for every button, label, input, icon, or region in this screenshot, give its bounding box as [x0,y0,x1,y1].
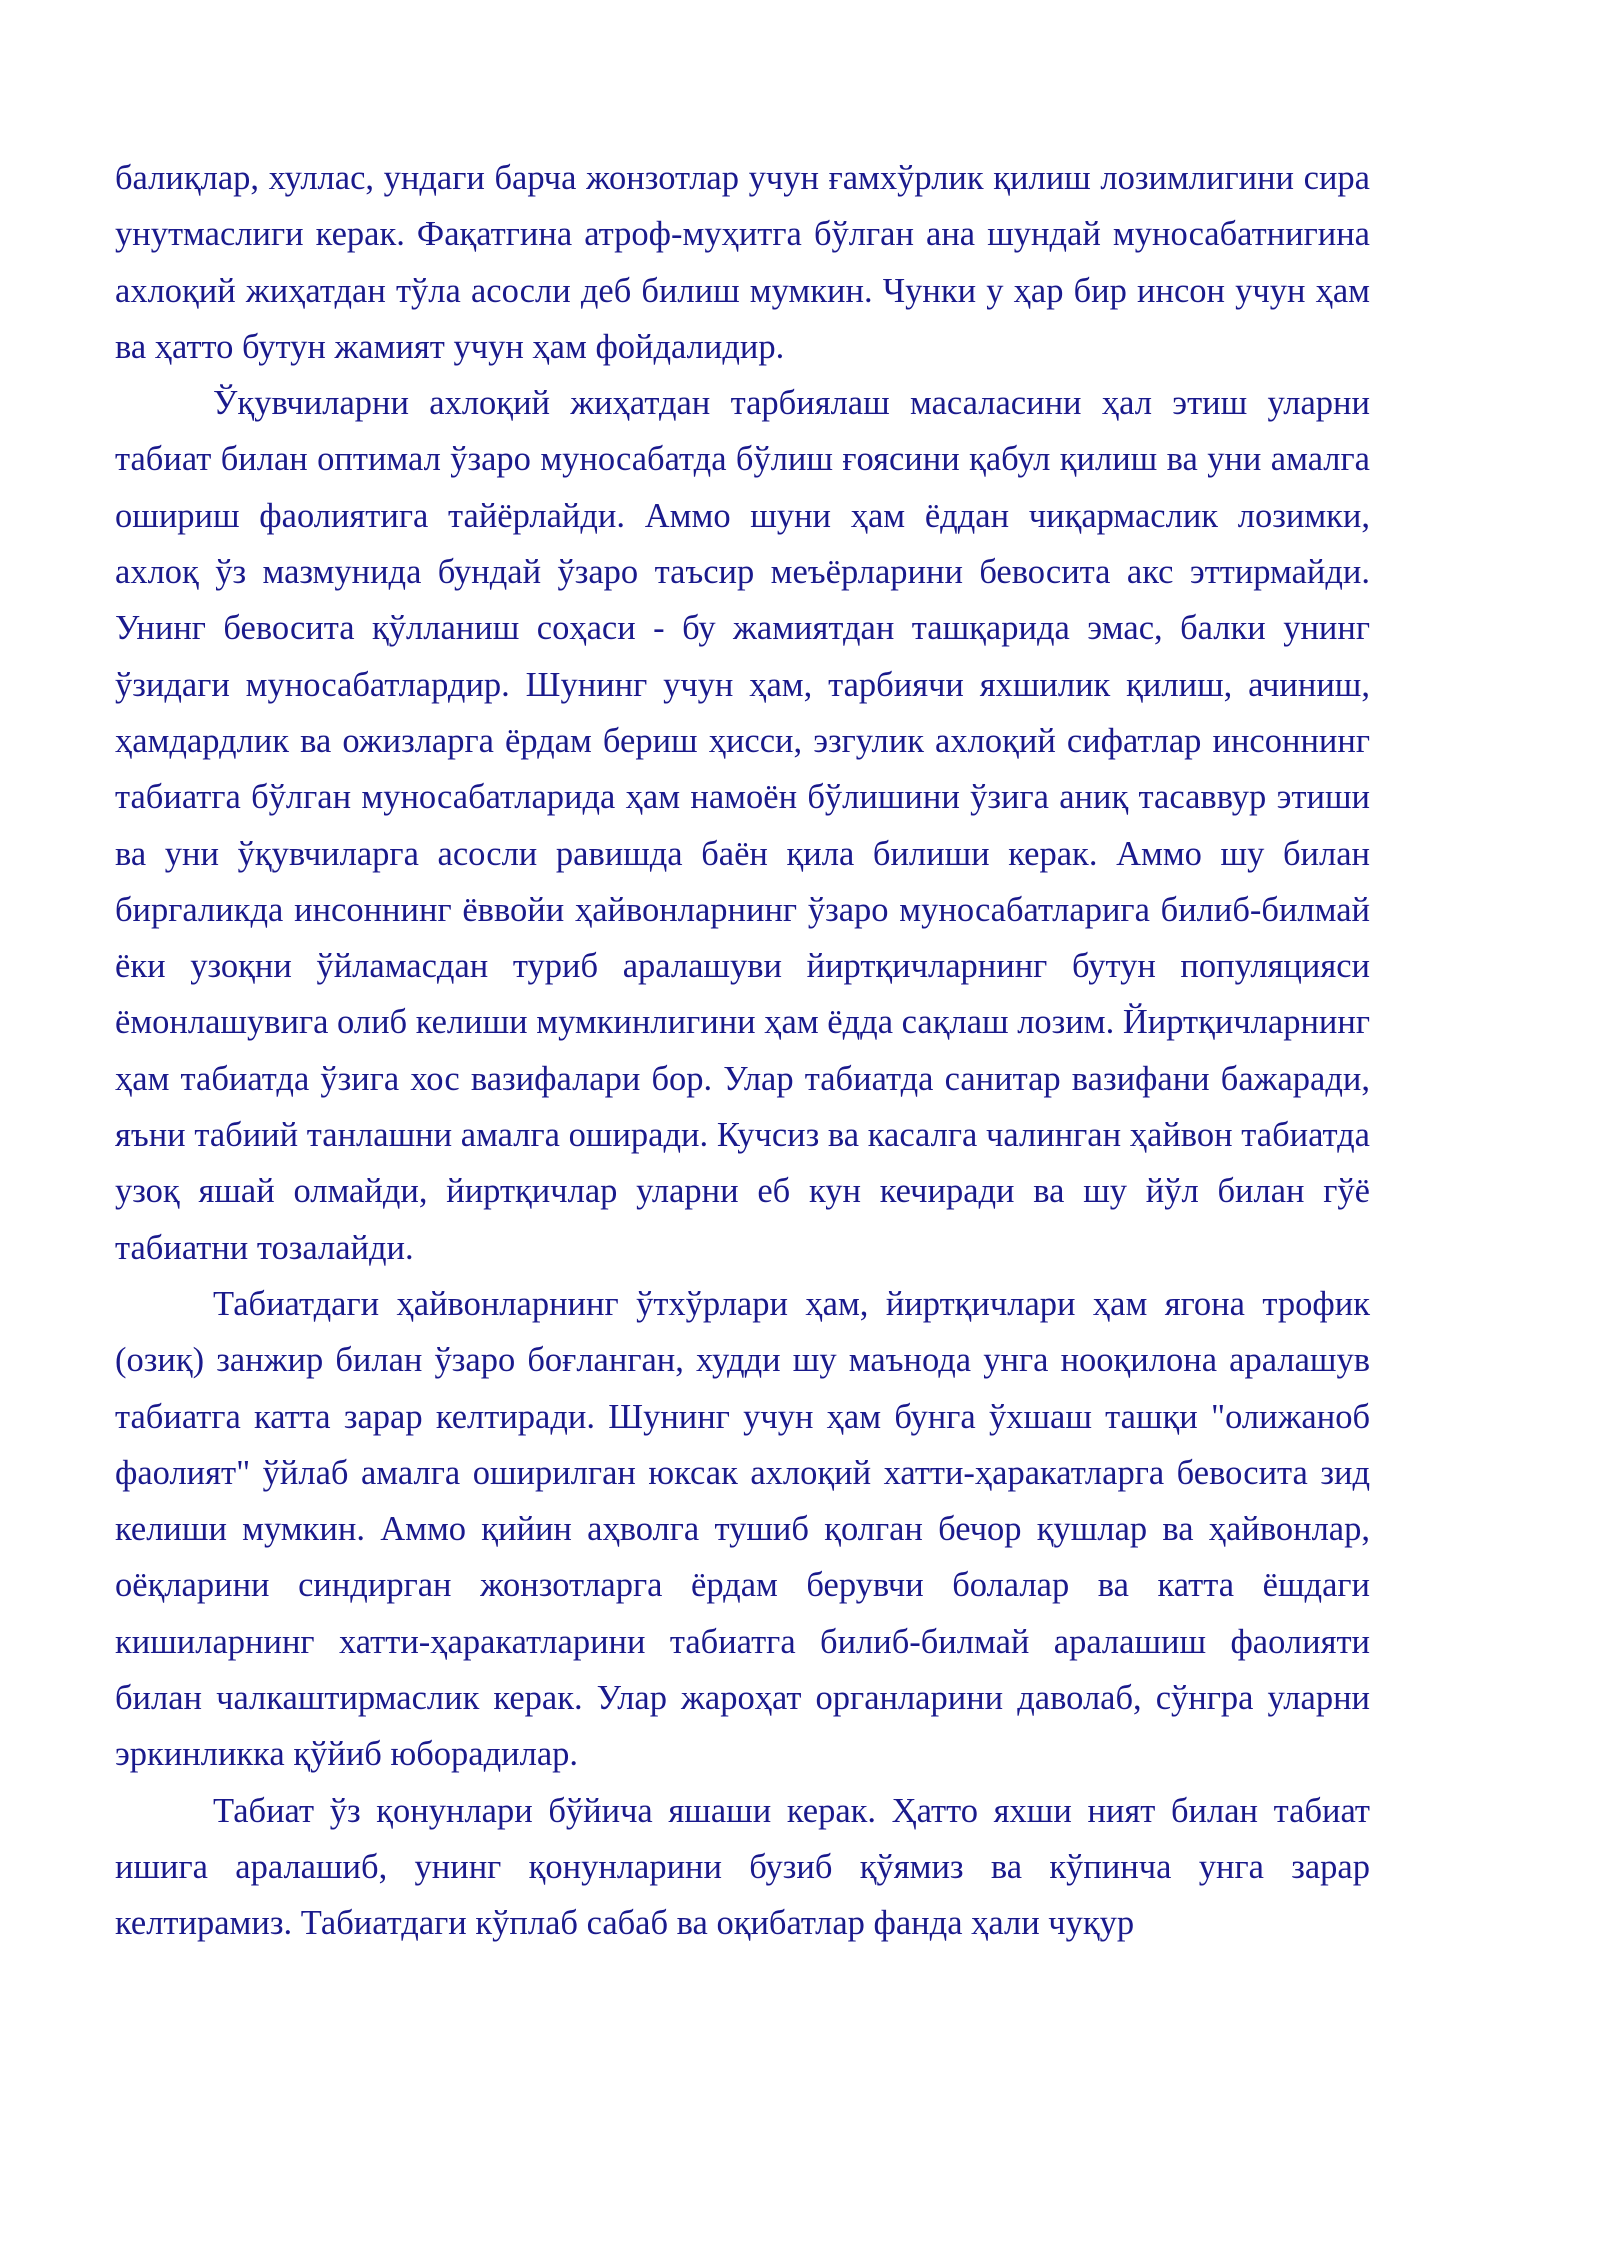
paragraph: Ўқувчиларни ахлоқий жиҳатдан тарбиялаш масаласини ҳал этиш уларни табиат билан оптимал ўзаро муносабатда бўлиш ғоясини қабул қилиш ва уни амалга ошириш фаолиятига тайёрлайди. Аммо шуни ҳам ёддан чиқармаслик лозимки, ахлоқ ўз мазмунида бундай ўзаро таъсир меъёрларини бевосита акс эттирмайди. Унинг бевосита қўлланиш соҳаси - бу жамиятдан ташқарида эмас, балки унинг ўзидаги муносабатлардир. Шунинг учун ҳам, тарбиячи яхшилик қилиш, ачиниш, ҳамдардлик ва ожизларга ёрдам бериш ҳисси, эзгулик ахлоқий сифатлар инсоннинг табиатга бўлган муносабатларида ҳам намоён бўлишини ўзига аниқ тасаввур этиши ва уни ўқувчиларга асосли равишда баён қила билиши керак. Аммо шу билан биргаликда инсоннинг ёввойи ҳайвонларнинг ўзаро муносабатларига билиб-билмай ёки узоқни ўйламасдан туриб аралашуви йиртқичларнинг бутун популяцияси ёмонлашувига олиб келиши мумкинлигини ҳам ёдда сақлаш лозим. Йиртқичларнинг ҳам табиатда ўзига хос вазифалари бор. Улар табиатда санитар вазифани бажаради, яъни табиий танлашни амалга оширади. Кучсиз ва касалга чалинган ҳайвон табиатда узоқ яшай олмайди, йиртқичлар уларни еб кун кечиради ва шу йўл билан гўё табиатни тозалайди. [115,384,1370,1267]
paragraph: балиқлар, хуллас, ундаги барча жонзотлар учун ғамхўрлик қилиш лозимлигини сира унутмаслиги керак. Фақатгина атроф-муҳитга бўлган ана шундай муносабатнигина ахлоқий жиҳатдан тўла асосли деб билиш мумкин. Чунки у ҳар бир инсон учун ҳам ва ҳатто бутун жамият учун ҳам фойдалидир. [115,159,1370,366]
paragraph: Табиатдаги ҳайвонларнинг ўтхўрлари ҳам, йиртқичлари ҳам ягона трофик (озиқ) занжир билан ўзаро боғланган, худди шу маънода унга нооқилона аралашув табиатга катта зарар келтиради. Шунинг учун ҳам бунга ўхшаш ташқи "олижаноб фаолият" ўйлаб амалга оширилган юксак ахлоқий хатти-ҳаракатларга бевосита зид келиши мумкин. Аммо қийин аҳволга тушиб қолган бечор қушлар ва ҳайвонлар, оёқларини синдирган жонзотларга ёрдам берувчи болалар ва катта ёшдаги кишиларнинг хатти-ҳаракатларини табиатга билиб-билмай аралашиш фаолияти билан чалкаштирмаслик керак. Улар жароҳат органларини даволаб, сўнгра уларни эркинликка қўйиб юборадилар. [115,1284,1370,1774]
paragraph: Табиат ўз қонунлари бўйича яшаши керак. Ҳатто яхши ният билан табиат ишига аралашиб, унинг қонунларини бузиб қўямиз ва кўпинча унга зарар келтирамиз. Табиатдаги кўплаб сабаб ва оқибатлар фанда ҳали чуқур [115,1791,1370,1943]
document-body [115,150,1370,1952]
